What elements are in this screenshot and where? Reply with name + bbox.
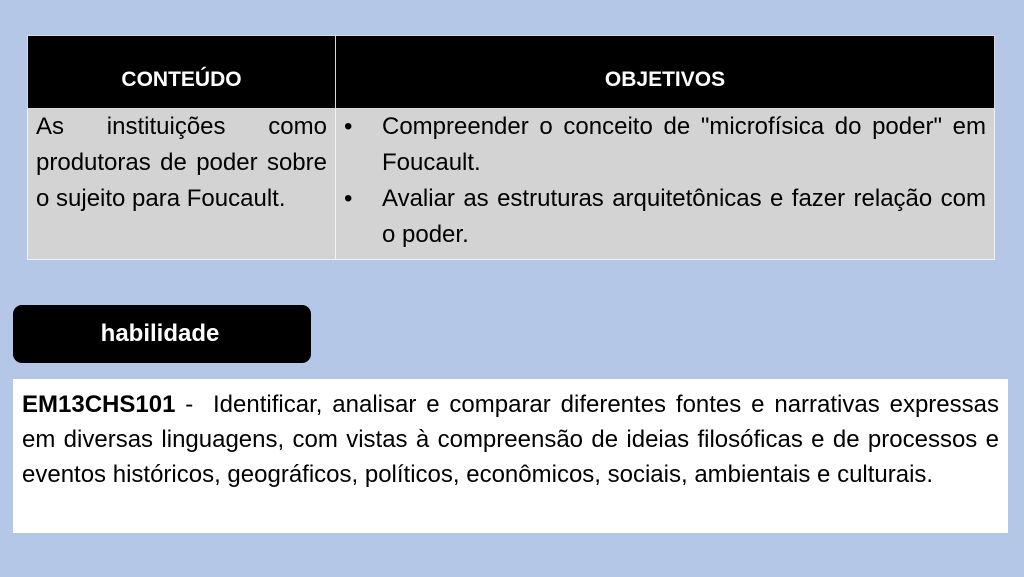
bullet-icon: • bbox=[344, 185, 353, 212]
table-row bbox=[28, 109, 995, 260]
objective-item bbox=[344, 181, 986, 253]
objective-text: Avaliar as estruturas arquitetônicas e fazer relação com o poder. bbox=[382, 185, 986, 248]
objective-text: Compreender o conceito de "microfísica do poder" em Foucault. bbox=[382, 113, 986, 176]
objectives-cell bbox=[336, 109, 995, 260]
header-conteudo: CONTEÚDO bbox=[28, 36, 336, 109]
objectives-list bbox=[344, 109, 986, 253]
skill-description: Identificar, analisar e comparar diferentes fontes e narrativas expressas em diversas linguagens, com vistas à compreensão de ideias filosóficas e de processos e eventos históricos, geográficos, políticos, econômicos, sociais, ambientais e culturais. bbox=[22, 391, 999, 488]
table-header-row bbox=[28, 36, 995, 109]
header-objetivos: OBJETIVOS bbox=[336, 36, 995, 109]
habilidade-label: habilidade bbox=[13, 305, 311, 363]
bullet-icon: • bbox=[344, 113, 353, 140]
content-objectives-table bbox=[27, 35, 995, 260]
skill-code: EM13CHS101 bbox=[22, 391, 176, 418]
objective-item bbox=[344, 109, 986, 181]
habilidade-box bbox=[13, 379, 1008, 533]
skill-separator: - bbox=[175, 391, 214, 418]
content-cell: As instituições como produtoras de poder sobre o sujeito para Foucault. bbox=[28, 109, 336, 260]
